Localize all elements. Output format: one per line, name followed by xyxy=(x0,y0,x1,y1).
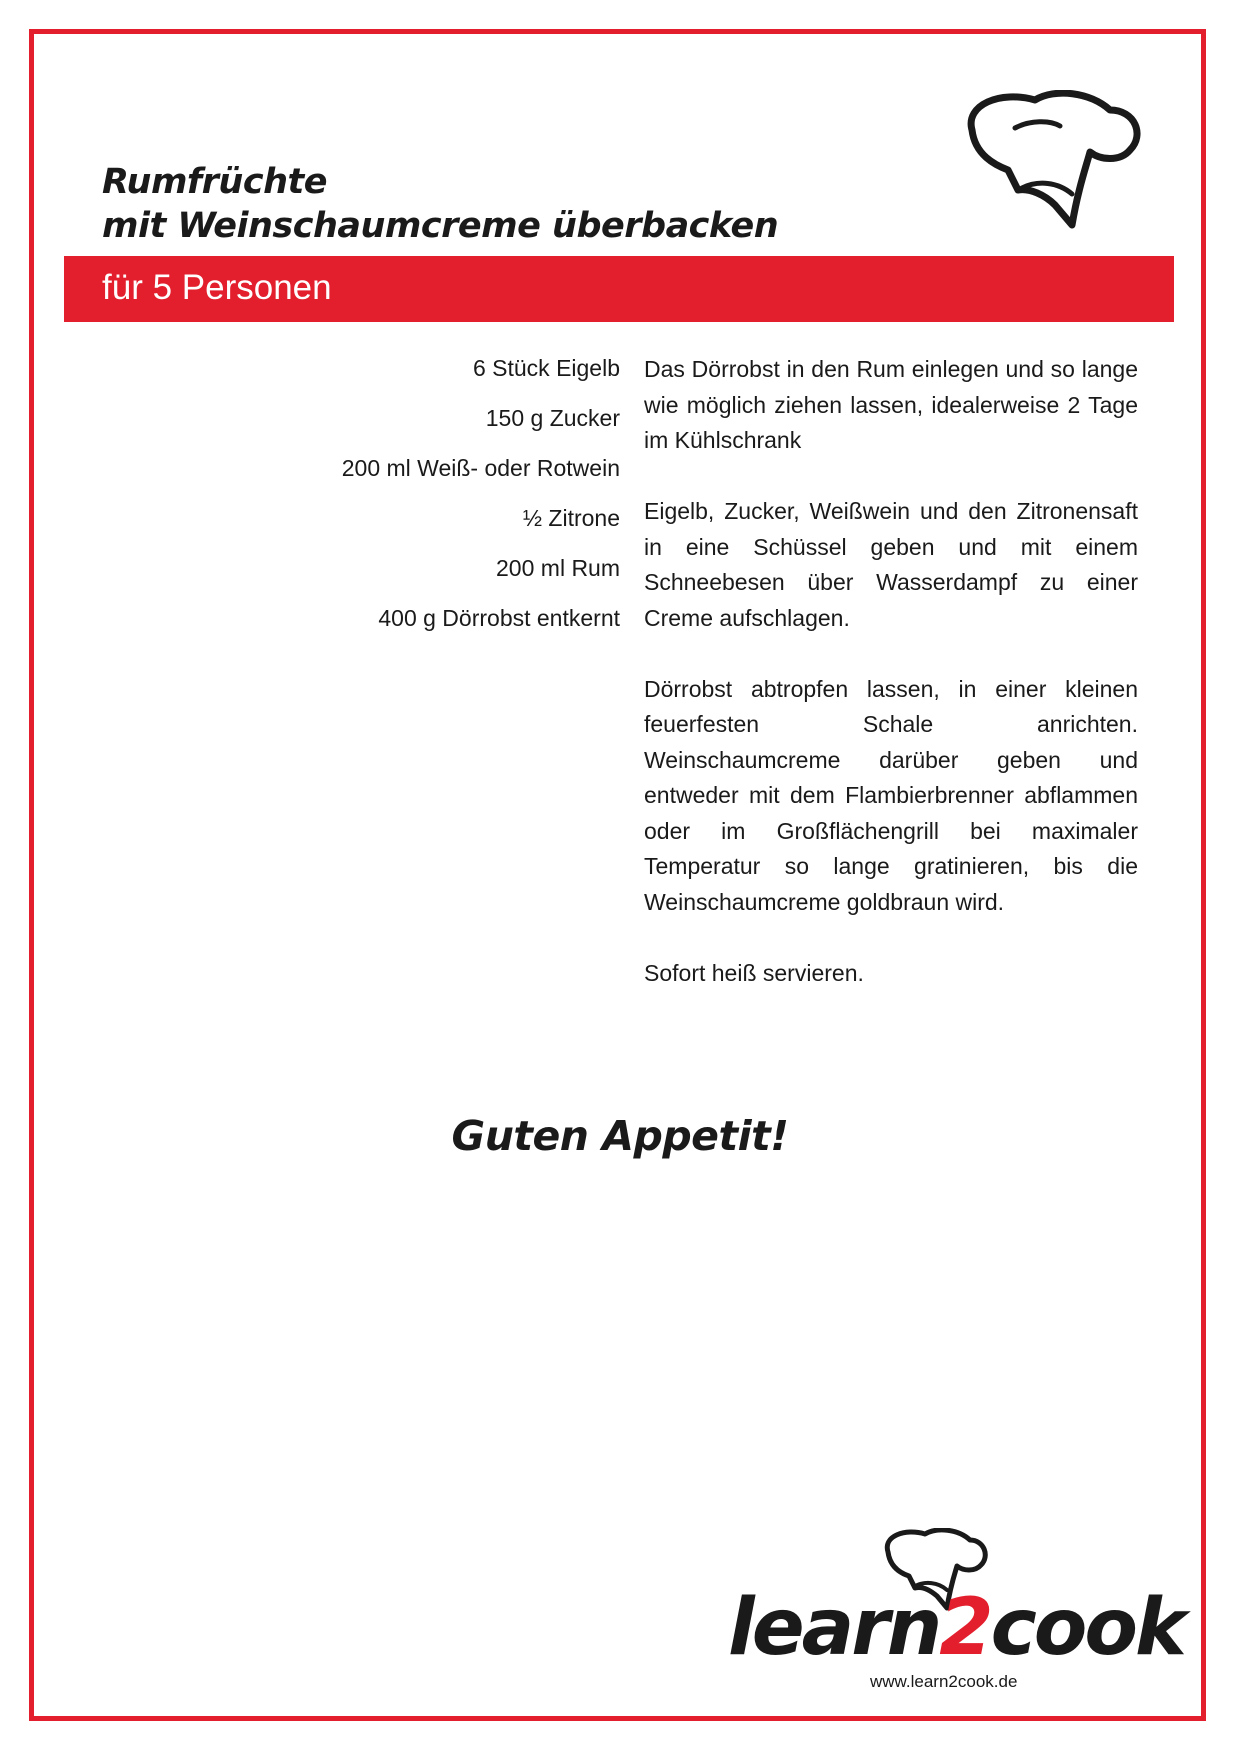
instruction-step: Dörrobst abtropfen lassen, in einer kleinen feuerfesten Schale anrichten. Weinschaumcreme darüber geben und entweder mit dem Flambierbrenner abflammen oder im Großflächengrill bei maximaler Temperatur so lange gratinieren, bis die Weinschaumcreme goldbraun wird. xyxy=(644,675,1138,915)
website-link[interactable]: www.learn2cook.de xyxy=(870,1672,1018,1691)
servings-banner xyxy=(64,256,1174,322)
chef-hat-icon xyxy=(960,90,1145,240)
ingredient-item: 200 ml Weiß- oder Rotwein xyxy=(341,455,620,481)
logo-2: 2 xyxy=(939,1583,991,1673)
ingredient-item: 400 g Dörrobst entkernt xyxy=(378,605,620,631)
servings-text: für 5 Personen xyxy=(102,268,332,307)
instruction-step: Sofort heiß servieren. xyxy=(644,959,864,986)
instruction-step: Eigelb, Zucker, Weißwein und den Zitronensaft in eine Schüssel geben und mit einem Schneebesen über Wasserdampf zu einer Creme aufschlagen. xyxy=(644,498,1138,631)
ingredients-list xyxy=(250,350,620,650)
instructions xyxy=(644,352,1138,1027)
recipe-title-line-2: mit Weinschaumcreme überbacken xyxy=(102,206,779,246)
ingredient-item: ½ Zitrone xyxy=(522,505,620,531)
recipe-title-line-1: Rumfrüchte xyxy=(102,162,327,202)
instruction-step: Das Dörrobst in den Rum einlegen und so lange wie möglich ziehen lassen, idealerweise 2 Tage im Kühlschrank xyxy=(644,356,1138,453)
ingredient-item: 150 g Zucker xyxy=(485,405,620,431)
recipe-title xyxy=(102,160,962,248)
closing-text: Guten Appetit! xyxy=(451,1112,789,1160)
logo-learn: learn xyxy=(728,1583,940,1673)
logo-cook: cook xyxy=(990,1583,1184,1673)
ingredient-item: 6 Stück Eigelb xyxy=(472,355,620,381)
ingredient-item: 200 ml Rum xyxy=(496,555,620,581)
learn2cook-logo xyxy=(728,1583,1184,1673)
